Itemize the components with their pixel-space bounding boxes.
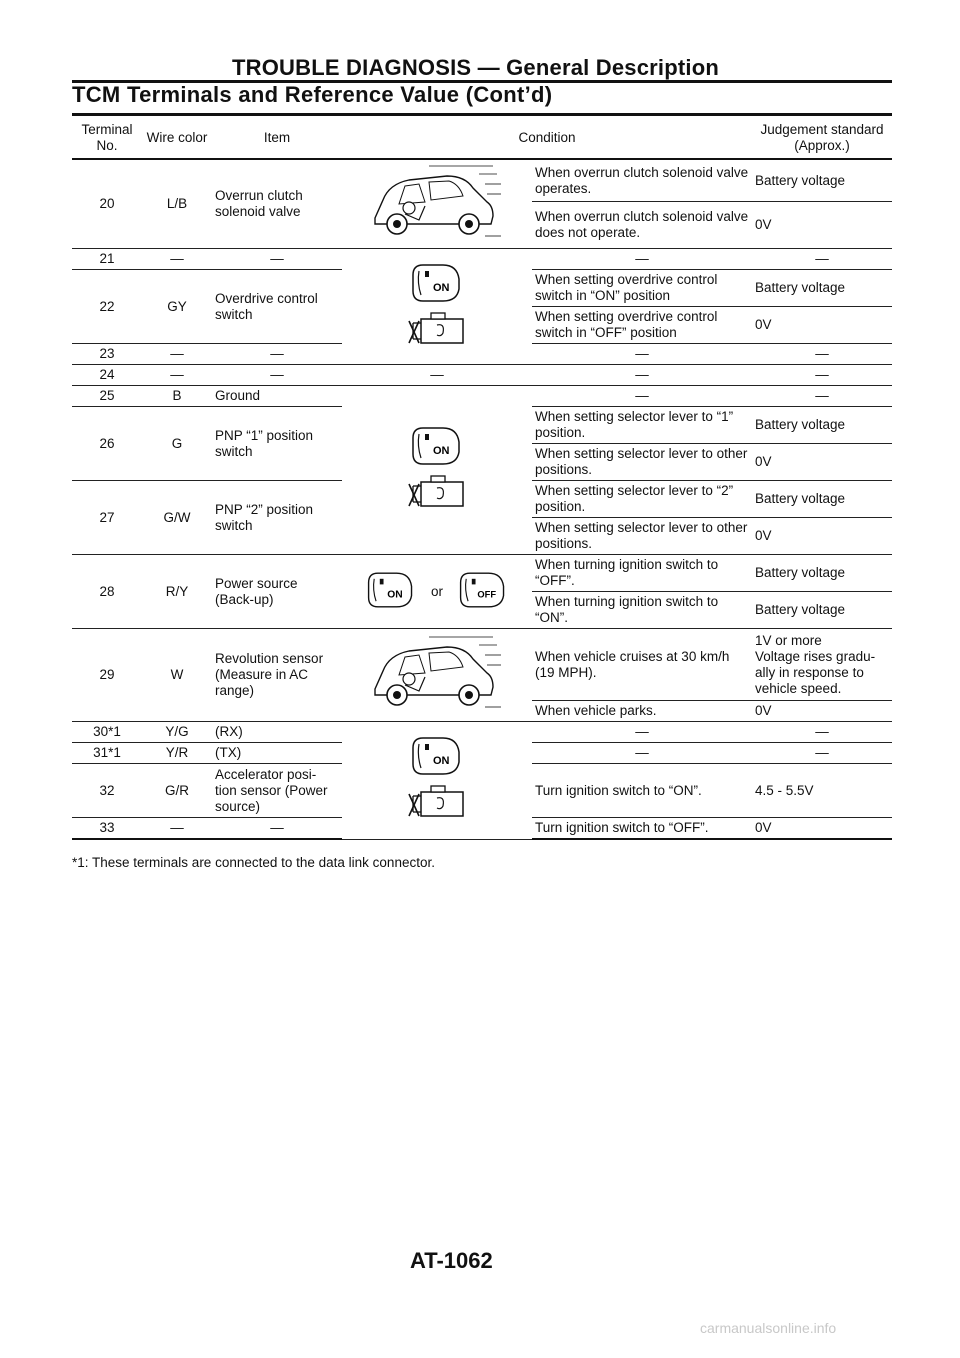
wire-color: GY [142,270,212,344]
judgement: Battery voltage [752,555,892,592]
judgement: 0V [752,444,892,481]
condition: — [532,743,752,764]
table-row [72,629,892,701]
item: PNP “2” position switch [212,481,342,555]
condition: Turn ignition switch to “ON”. [532,764,752,818]
condition: When setting selector lever to other positions. [532,444,752,481]
page-title: TCM Terminals and Reference Value (Cont’d) [72,82,553,107]
wire-color: G/W [142,481,212,555]
condition: — [532,344,752,365]
condition: When setting selector lever to other positions. [532,518,752,555]
table-row [72,386,892,407]
wire-color: — [142,818,212,840]
judgement: — [752,722,892,743]
wire-color: Y/R [142,743,212,764]
icon-placeholder: — [342,365,532,386]
terminal-no: 29 [72,629,142,722]
judgement: 0V [752,701,892,722]
judgement: — [752,743,892,764]
wire-color: W [142,629,212,722]
item: Overdrive control switch [212,270,342,344]
table-row [72,365,892,386]
key-off-label: OFF [477,588,497,599]
judgement: 0V [752,307,892,344]
item: (RX) [212,722,342,743]
condition: When vehicle parks. [532,701,752,722]
item: — [212,249,342,270]
wire-color: B [142,386,212,407]
col-header-judgement: Judgement standard (Approx.) [752,118,892,159]
table-row [72,159,892,202]
table-row [72,722,892,743]
terminal-no: 25 [72,386,142,407]
condition: — [532,365,752,386]
judgement: 4.5 - 5.5V [752,764,892,818]
key-on-label: ON [433,445,450,457]
header-rule-bottom [72,113,892,116]
section-heading: TROUBLE DIAGNOSIS — General Description [232,55,719,80]
condition: When setting selector lever to “1” position. [532,407,752,444]
terminal-no: 31*1 [72,743,142,764]
or-label: or [430,583,443,599]
condition: — [532,722,752,743]
wire-color: L/B [142,159,212,249]
ignition-on-engine-off-icon [342,386,532,555]
col-header-terminal: Terminal No. [72,118,142,159]
item: Accelerator posi- tion sensor (Power source) [212,764,342,818]
item: — [212,365,342,386]
key-on-label: ON [433,281,450,294]
terminal-no: 20 [72,159,142,249]
item: — [212,818,342,840]
vehicle-driving-icon [342,629,532,722]
ignition-on-engine-off-icon [342,722,532,840]
judgement: Battery voltage [752,270,892,307]
condition: When turning ignition switch to “OFF”. [532,555,752,592]
key-on-label: ON [433,755,450,768]
col-header-wire: Wire color [142,118,212,159]
watermark: carmanualsonline.info [700,1320,837,1336]
wire-color: G [142,407,212,481]
table-row [72,555,892,592]
key-off-icon [455,568,511,616]
wire-color: — [142,249,212,270]
wire-color: Y/G [142,722,212,743]
wire-color: — [142,344,212,365]
judgement-line: vehicle speed. [755,680,842,696]
terminal-reference-table [72,118,892,840]
item: Overrun clutch solenoid valve [212,159,342,249]
terminal-no: 22 [72,270,142,344]
judgement [752,629,892,701]
table-header-row [72,118,892,159]
judgement: 0V [752,202,892,249]
wire-color: R/Y [142,555,212,629]
col-header-item: Item [212,118,342,159]
terminal-no: 21 [72,249,142,270]
condition: When turning ignition switch to “ON”. [532,592,752,629]
wire-color: — [142,365,212,386]
condition: — [532,386,752,407]
condition: — [532,249,752,270]
condition: When setting overdrive control switch in “ON” position [532,270,752,307]
terminal-no: 32 [72,764,142,818]
terminal-no: 30*1 [72,722,142,743]
condition: When setting selector lever to “2” position. [532,481,752,518]
judgement: Battery voltage [752,481,892,518]
judgement: — [752,249,892,270]
judgement-line: 1V or more [755,632,822,648]
judgement: — [752,365,892,386]
item: Revolution sensor (Measure in AC range) [212,629,342,722]
terminal-no: 26 [72,407,142,481]
table-row [72,249,892,270]
ignition-on-or-off-icon [342,555,532,629]
judgement: Battery voltage [752,592,892,629]
judgement-line: Voltage rises gradu- [755,648,876,664]
terminal-no: 24 [72,365,142,386]
footnote: *1: These terminals are connected to the data link connector. [72,855,435,870]
condition: When setting overdrive control switch in “OFF” position [532,307,752,344]
item: (TX) [212,743,342,764]
judgement: — [752,386,892,407]
judgement: 0V [752,518,892,555]
condition: When vehicle cruises at 30 km/h (19 MPH). [532,629,752,701]
ignition-on-engine-off-icon [342,249,532,365]
condition: When overrun clutch solenoid valve does not operate. [532,202,752,249]
condition: When overrun clutch solenoid valve operates. [532,159,752,202]
item: PNP “1” position switch [212,407,342,481]
item: Power source (Back-up) [212,555,342,629]
terminal-no: 28 [72,555,142,629]
judgement: Battery voltage [752,407,892,444]
key-on-icon [363,568,419,616]
item: — [212,344,342,365]
judgement: 0V [752,818,892,840]
judgement: Battery voltage [752,159,892,202]
wire-color: G/R [142,764,212,818]
terminal-no: 23 [72,344,142,365]
terminal-no: 33 [72,818,142,840]
condition: Turn ignition switch to “OFF”. [532,818,752,840]
judgement-line: ally in response to [755,664,864,680]
page-number: AT-1062 [410,1248,493,1273]
item: Ground [212,386,342,407]
vehicle-driving-icon [342,159,532,249]
judgement: — [752,344,892,365]
terminal-no: 27 [72,481,142,555]
col-header-condition: Condition [342,118,752,159]
key-on-label: ON [387,588,403,600]
